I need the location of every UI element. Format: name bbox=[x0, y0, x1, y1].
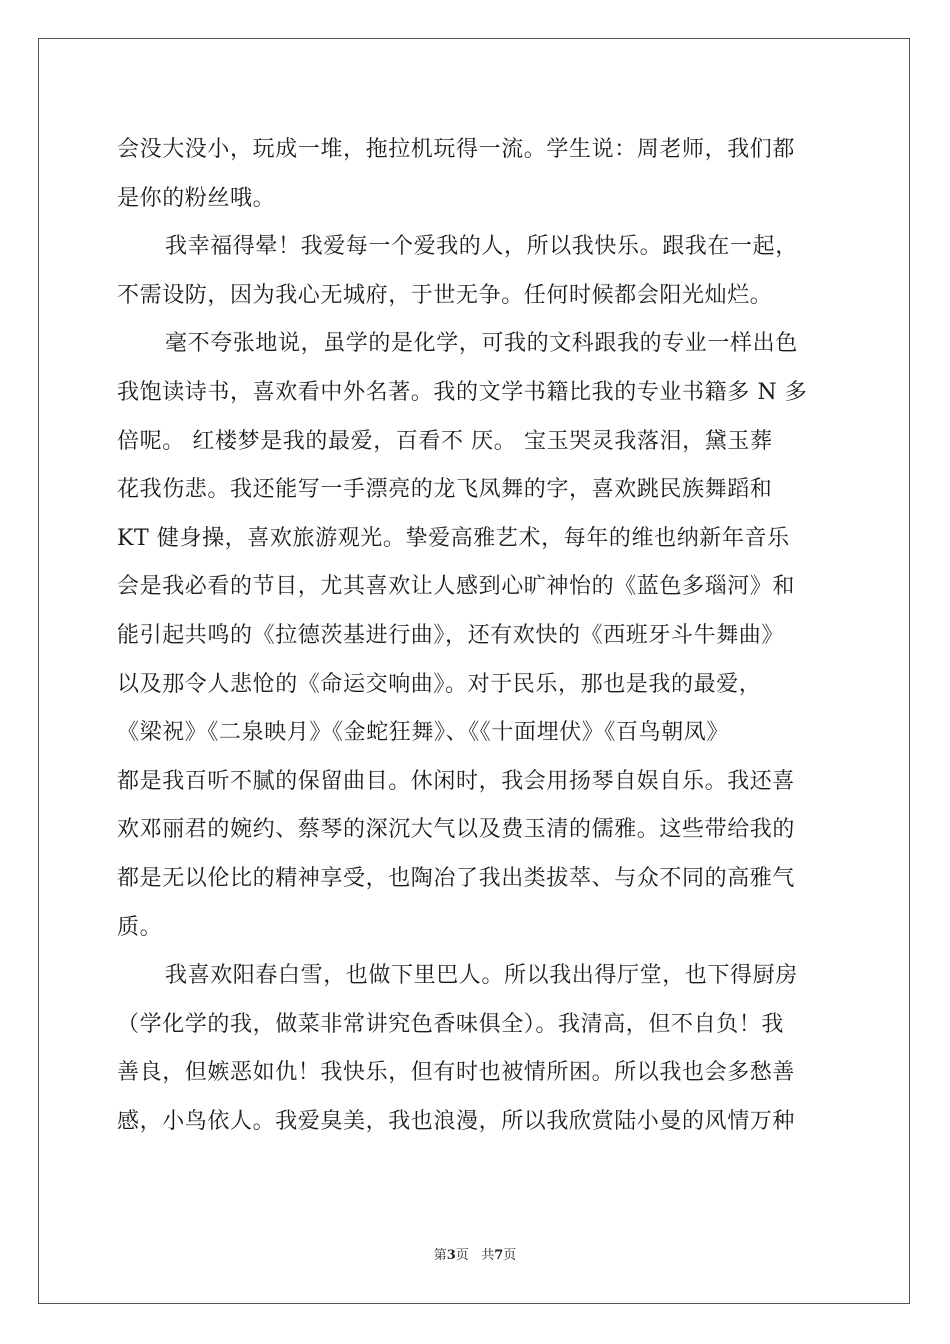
footer-total-suffix: 页 bbox=[503, 1248, 517, 1263]
text-line: 会是我必看的节目，尤其喜欢让人感到心旷神怡的《蓝色多瑙河》和 bbox=[117, 574, 796, 600]
page-footer bbox=[0, 1244, 950, 1263]
text-line: 善良，但嫉恶如仇！我快乐，但有时也被情所困。所以我也会多愁善 bbox=[117, 1060, 796, 1086]
text-line: （学化学的我，做菜非常讲究色香味俱全）。我清高，但不自负！我 bbox=[117, 1011, 785, 1037]
text-line: 毫不夸张地说，虽学的是化学，可我的文科跟我的专业一样出色 bbox=[165, 331, 798, 357]
footer-total-prefix: 共 bbox=[481, 1248, 495, 1263]
text-line: 花我伤悲。我还能写一手漂亮的龙飞凤舞的字，喜欢跳民族舞蹈和 bbox=[117, 477, 773, 503]
text-line: 我饱读诗书，喜欢看中外名著。我的文学书籍比我的专业书籍多 N 多 bbox=[117, 379, 808, 405]
text-line: 是你的粉丝哦。 bbox=[117, 185, 276, 211]
text-line: 不需设防，因为我心无城府，于世无争。任何时候都会阳光灿烂。 bbox=[117, 282, 773, 308]
footer-page-number: 3 bbox=[446, 1248, 456, 1263]
text-line: 倍呢。 红楼梦是我的最爱，百看不 厌。 宝玉哭灵我落泪，黛玉葬 bbox=[117, 428, 773, 454]
text-line: 欢邓丽君的婉约、蔡琴的深沉大气以及费玉清的儒雅。这些带给我的 bbox=[117, 817, 796, 843]
text-line: 能引起共鸣的《拉德茨基进行曲》，还有欢快的《西班牙斗牛舞曲》 bbox=[117, 622, 785, 648]
text-line: 以及那令人悲怆的《命运交响曲》。对于民乐，那也是我的最爱， bbox=[117, 671, 762, 697]
text-line: KT 健身操，喜欢旅游观光。挚爱高雅艺术，每年的维也纳新年音乐 bbox=[117, 525, 790, 551]
text-line: 我喜欢阳春白雪，也做下里巴人。所以我出得厅堂，也下得厨房 bbox=[165, 963, 798, 989]
text-line: 会没大没小，玩成一堆，拖拉机玩得一流。学生说：周老师，我们都 bbox=[117, 137, 796, 162]
footer-prefix: 第 bbox=[433, 1248, 447, 1263]
text-line: 我幸福得晕！我爱每一个爱我的人，所以我快乐。跟我在一起， bbox=[165, 234, 798, 260]
footer-total-pages: 7 bbox=[494, 1248, 504, 1263]
text-line: 都是我百听不腻的保留曲目。休闲时，我会用扬琴自娱自乐。我还喜 bbox=[117, 768, 796, 794]
text-line: 质。 bbox=[117, 914, 163, 940]
text-line: 都是无以伦比的精神享受，也陶冶了我出类拔萃、与众不同的高雅气 bbox=[117, 865, 796, 891]
text-line: 感，小鸟依人。我爱臭美，我也浪漫，所以我欣赏陆小曼的风情万种 bbox=[117, 1108, 796, 1134]
footer-page-suffix: 页 bbox=[455, 1248, 469, 1263]
text-line: 《梁祝》《二泉映月》《金蛇狂舞》、《《十面埋伏》《百鸟朝凤》 bbox=[117, 720, 730, 746]
document-body bbox=[117, 126, 833, 1146]
